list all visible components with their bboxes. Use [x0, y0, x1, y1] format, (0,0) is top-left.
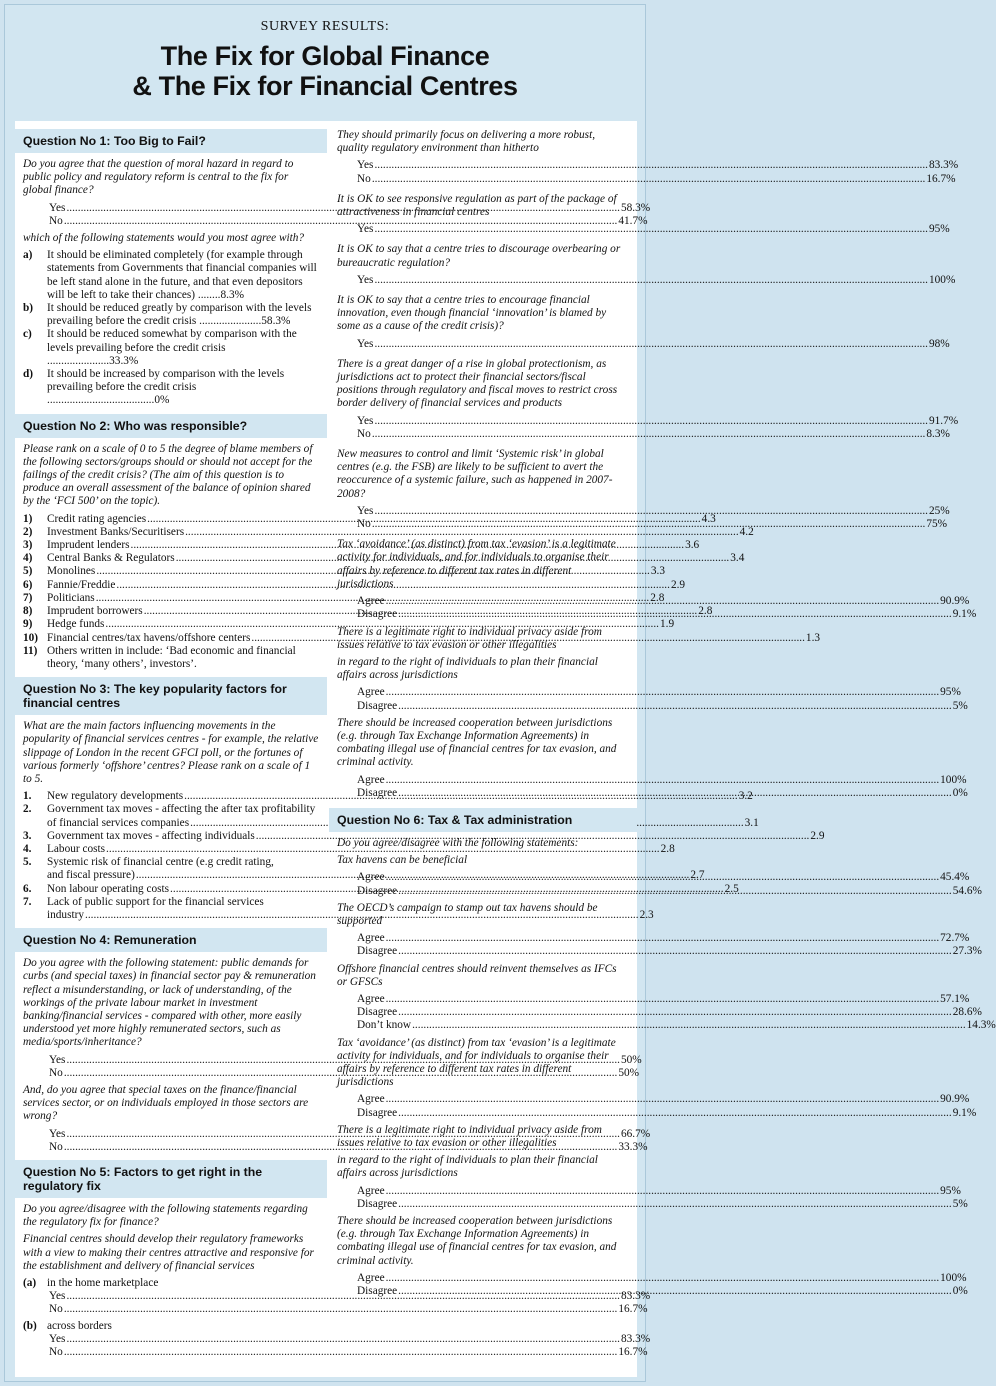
q5-s9-disagree-label: Disagree [357, 699, 398, 712]
q5-s6-no-label: No [357, 427, 371, 440]
q3-item-number: 7. [23, 895, 32, 908]
q5-b-yes-label: Yes [49, 1332, 66, 1345]
q5-s9-disagree-row [337, 699, 968, 713]
q5-a-no-label: No [49, 1303, 63, 1316]
q4-heading: Question No 4: Remuneration [15, 928, 327, 952]
q3-heading: Question No 3: The key popularity factors for financial centres [15, 677, 327, 715]
q5-s7-yes-value: 25% [929, 504, 950, 517]
q1-option-d: d) It should be increased by comparison with the levels prevailing before the credit crisis ......................................0% [23, 368, 285, 407]
q4-yes2-label: Yes [49, 1127, 66, 1140]
q2-item-value: 3.3 [650, 565, 665, 578]
q5-s4-yes-value: 100% [929, 273, 956, 286]
q2-item [23, 552, 745, 565]
q5-part-a-text: in the home marketplace [47, 1277, 159, 1290]
q6-s4-disagree-row [337, 1106, 977, 1120]
q4-no-value: 50% [618, 1066, 640, 1079]
q5-s7-no-value: 75% [926, 518, 948, 531]
q6-heading: Question No 6: Tax & Tax administration [329, 808, 637, 832]
q6-s3-agree-value: 57.1% [940, 992, 970, 1005]
q2-item-value: 2.8 [650, 591, 665, 604]
q6-s5-agree-value: 95% [940, 1184, 961, 1197]
q6-s3-agree-row [337, 992, 970, 1006]
q1-yes-label: Yes [49, 201, 66, 214]
q5-s5-yes-label: Yes [357, 337, 374, 350]
q5-part-a-letter: (a) [23, 1277, 37, 1290]
q3-item-number: 4. [23, 842, 32, 855]
q6-s5-disagree-label: Disagree [357, 1197, 398, 1210]
q6-s4-agree-label: Agree [357, 1093, 385, 1106]
q3-item-value: 2.3 [639, 908, 654, 921]
q6-s3-agree-label: Agree [357, 992, 385, 1005]
q2-item-label: Monolines [47, 565, 96, 578]
q5-s5-yes-value: 98% [929, 337, 950, 350]
q6-s2-agree-row [337, 932, 970, 945]
q2-question: Please rank on a scale of 0 to 5 the degree of blame members of the following sectors/groups should or should not accept for the failings of the credit crisis? (The aim of this question is to produce an overall assessment of the balance of opinion shared by the ‘FCI 500’ on the topic). [23, 442, 313, 508]
q3-item-value: 2.7 [690, 869, 705, 882]
q6-statement-5b: in regard to the right of individuals to plan their financial affairs across jurisdictions [337, 1154, 598, 1180]
q6-statement-5: There is a legitimate right to individual privacy aside from issues relative to tax evasion or other illegalities [337, 1123, 602, 1149]
q5-part-a [23, 1277, 319, 1290]
q6-s2-disagree-row [337, 945, 982, 958]
survey-page [4, 4, 996, 1382]
q3-item-label: Non labour operating costs [47, 882, 170, 895]
q2-item-value: 2.9 [670, 578, 686, 591]
q2-item-number: 6) [23, 578, 33, 591]
q6-s3-dontknow-value: 14.3% [966, 1019, 996, 1032]
q6-s1-disagree-label: Disagree [357, 884, 398, 897]
q2-item [23, 578, 686, 592]
q4-no2-value: 33.3% [618, 1140, 648, 1153]
q2-item-value: 1.3 [805, 631, 821, 644]
q5-s6-yes-value: 91.7% [929, 414, 959, 427]
q2-item [23, 539, 700, 552]
q4-yes-row [23, 1053, 642, 1067]
kicker: SURVEY RESULTS: [260, 19, 390, 34]
q3-item-text: Government tax moves - affecting the after tax profitability [47, 803, 316, 816]
q5-statement-2: They should primarily focus on delivering a more robust, quality regulatory environment than hitherto [337, 129, 596, 155]
q5-s10-disagree-value: 0% [952, 786, 968, 799]
q4-yes-value: 50% [621, 1053, 642, 1066]
q1-option-c-letter: c) [23, 328, 32, 341]
q3-question: What are the main factors influencing movements in the popularity of financial services centres - for example, the relative slippage of London in the recent GFCI poll, or the fortunes of various formerly ‘offshore’ centres? Please rank on a scale of 1 to 5. [23, 720, 319, 785]
q2-item-label: Politicians [47, 591, 95, 604]
q5-question: Do you agree/disagree with the following statements regarding the regulatory fix for finance? [23, 1203, 308, 1229]
q5-statement-9b: in regard to the right of individuals to plan their financial affairs across jurisdictions [337, 655, 598, 682]
q2-item-number: 3) [23, 539, 33, 552]
q5-s3-yes-row [337, 223, 950, 236]
q4-question: Do you agree with the following statement: public demands for curbs (and special taxes) in financial sector pay & remuneration reflect a misunderstanding, or lack of understanding, of the workings of the private labour market in investment banking/financial services - compared with other, more easily understood yet more highly remunerated sectors, such as media/sports/inheritance? [23, 957, 316, 1049]
q3-item-text: Lack of public support for the financial services [47, 895, 264, 908]
content-panel [15, 121, 996, 1377]
q6-s5-agree-label: Agree [357, 1184, 385, 1197]
q1-option-a: a) It should be eliminated completely (for example through statements from Governments that financial companies will be left stand alone in the future, and that even depositors will be left to take their chances) ........8.3% [23, 249, 317, 301]
q5-s8-agree-label: Agree [357, 595, 385, 608]
q2-item-label: Credit rating agencies [47, 512, 147, 525]
q3-item-number: 1. [23, 790, 32, 803]
q5-s7-yes-row [337, 504, 950, 518]
q5-b-no-row [23, 1346, 648, 1359]
q3-item-value: 2.9 [810, 829, 825, 842]
q6-s5-disagree-row [337, 1197, 968, 1211]
q5-s5-yes-row [337, 337, 950, 351]
q6-s4-disagree-label: Disagree [357, 1106, 398, 1119]
q4-no2-label: No [49, 1140, 63, 1153]
q1-no-row [23, 214, 648, 228]
q6-s3-disagree-label: Disagree [357, 1006, 398, 1019]
q1-option-c: c) It should be reduced somewhat by comparison with the levels prevailing before the credit crisis ......................33.3% [23, 328, 297, 367]
q2-item-11-text: Others written in include: ‘Bad economic and financial theory, ‘many others’, investors’. [47, 644, 296, 670]
q5-s2-no-label: No [357, 172, 371, 185]
q5-a-no-row [23, 1303, 648, 1316]
q1-option-a-text: It should be eliminated completely (for example through statements from Governments that financial companies will be left stand alone in the future, and that even depositors will be left to take their chances) [47, 249, 317, 301]
q5-a-yes-label: Yes [49, 1290, 66, 1303]
q5-s6-no-value: 8.3% [926, 427, 950, 440]
q2-item-number: 8) [23, 605, 33, 618]
q3-item-label: industry [47, 908, 85, 921]
q6-s4-disagree-value: 9.1% [952, 1106, 977, 1119]
q6-statement-2: The OECD’s campaign to stamp out tax havens should be supported [337, 901, 598, 927]
q5-part-b-text: across borders [47, 1319, 112, 1332]
q2-item-label: Imprudent borrowers [47, 605, 143, 618]
q6-s3-disagree-value: 28.6% [952, 1006, 982, 1019]
q2-item [23, 618, 675, 631]
q6-question: Do you agree/disagree with the following statements: [337, 836, 579, 849]
q1-option-a-letter: a) [23, 249, 33, 262]
q5-statement-10: There should be increased cooperation between jurisdictions (e.g. through Tax Exchange Information Agreements) in combating illegal use of financial centres for tax evasion, and criminal activity. [337, 716, 617, 769]
q2-item-label: Investment Banks/Securitisers [47, 525, 185, 538]
q5-statement-7: New measures to control and limit ‘Systemic risk’ in global centres (e.g. the FSB) are likely to be sufficient to avert the reoccurence of a systemic failure, such as happened in 2007-2008? [337, 448, 613, 500]
q1-heading: Question No 1: Too Big to Fail? [15, 129, 327, 153]
q5-s4-yes-label: Yes [357, 273, 374, 286]
q6-statement-6: There should be increased cooperation between jurisdictions (e.g. through Tax Exchange Information Agreements) in combating illegal use of financial centres for tax evasion, and criminal activity. [337, 1215, 617, 1267]
q3-item-label: Government tax moves - affecting individuals [47, 829, 255, 842]
q3-item-label: and fiscal pressure) [47, 869, 135, 882]
q2-item-label: Imprudent lenders [47, 539, 130, 552]
q1-option-d-value: 0% [154, 394, 170, 407]
q5-statement-8: Tax ‘avoidance’ (as distinct) from tax ‘evasion’ is a legitimate activity for individuals, and for individuals to organise their affairs by reference to different tax rates in different jurisdictions [337, 538, 616, 590]
q1-no-value: 41.7% [618, 214, 648, 227]
q2-item [23, 525, 754, 539]
q6-s4-agree-row [337, 1093, 970, 1106]
q6-s2-agree-value: 72.7% [940, 932, 970, 945]
q2-item-value: 3.4 [730, 552, 745, 565]
q5-s2-yes-value: 83.3% [929, 159, 959, 172]
q1-option-b-text: It should be reduced greatly by comparison with the levels prevailing before the credit crisis [47, 302, 312, 328]
q2-heading: Question No 2: Who was responsible? [15, 414, 327, 438]
q5-s6-no-row [337, 427, 950, 441]
q6-s5-agree-row [337, 1184, 961, 1198]
page-title-line-2: & The Fix for Financial Centres [132, 71, 518, 101]
q5-s8-agree-value: 90.9% [940, 595, 970, 608]
q1-option-b-value: 58.3% [261, 315, 291, 328]
q2-item-11-number: 11) [23, 644, 38, 657]
q6-statement-4: Tax ‘avoidance’ (as distinct) from tax ‘evasion’ is a legitimate activity for individuals, and for individuals to organise their affairs by reference to different tax rates in different jurisdictions [337, 1036, 616, 1089]
q3-item-label: New regulatory developments [47, 790, 184, 803]
q5-statement-3: It is OK to see responsive regulation as part of the package of attractiveness in financial centres [337, 192, 617, 219]
q5-part-b [23, 1320, 319, 1333]
q6-s2-agree-label: Agree [357, 932, 385, 945]
q2-item-number: 2) [23, 525, 33, 538]
q3-item-value: 2.5 [724, 882, 739, 895]
page-title-line-1: The Fix for Global Finance [160, 41, 490, 71]
q5-statement-6: There is a great danger of a rise in global protectionism, as jurisdictions act to protect their financial sectors/fiscal positions through regulatory and fiscal moves to restrict cross border delivery of financial services and products [337, 357, 618, 410]
q5-s6-yes-label: Yes [357, 414, 374, 427]
q5-part-b-letter: (b) [23, 1319, 37, 1332]
q4-no-row [23, 1066, 640, 1080]
q6-statement-3: Offshore financial centres should reinvent themselves as IFCs or GFSCs [337, 962, 617, 988]
q6-s3-dontknow-row [337, 1019, 996, 1032]
q5-s2-no-row [337, 172, 956, 186]
q6-s3-disagree-row [337, 1006, 982, 1019]
q4-yes2-value: 66.7% [621, 1127, 651, 1140]
q5-s10-agree-label: Agree [357, 773, 385, 786]
q5-statement-9: There is a legitimate right to individual privacy aside from issues relative to tax evasion or other illegalities [337, 625, 602, 651]
q3-item-label: Labour costs [47, 842, 106, 855]
q5-b-no-label: No [49, 1346, 63, 1359]
q5-heading: Question No 5: Factors to get right in the regulatory fix [15, 1160, 327, 1198]
q5-s8-disagree-label: Disagree [357, 608, 398, 621]
q2-item-number: 10) [23, 631, 39, 644]
q1-question-2: which of the following statements would you most agree with? [23, 232, 305, 245]
q4-yes-label: Yes [49, 1053, 66, 1066]
q6-s3-dontknow-label: Don’t know [357, 1019, 412, 1032]
q2-item-number: 9) [23, 618, 33, 631]
q3-item-number: 5. [23, 856, 32, 869]
q2-item-value: 4.3 [701, 512, 716, 525]
q5-s2-no-value: 16.7% [926, 172, 956, 185]
q2-item-11 [23, 645, 319, 671]
q6-s5-disagree-value: 5% [952, 1197, 968, 1210]
q5-s9-disagree-value: 5% [952, 699, 968, 712]
q5-s2-yes-row [337, 159, 959, 172]
q2-item-value: 3.6 [685, 539, 700, 552]
q5-s3-yes-label: Yes [357, 223, 374, 236]
q5-a-no-value: 16.7% [618, 1303, 648, 1316]
q5-s7-yes-label: Yes [357, 504, 374, 517]
q5-b-yes-row [23, 1332, 651, 1346]
q5-s7-no-label: No [357, 518, 371, 531]
q6-s1-disagree-value: 54.6% [952, 884, 982, 897]
q3-item-label: of financial services companies [47, 816, 190, 829]
q3-item-number: 6. [23, 882, 32, 895]
q2-item-label: Financial centres/tax havens/offshore centers [47, 631, 251, 644]
q6-s1-agree-value: 45.4% [940, 871, 970, 884]
q2-item-value: 4.2 [739, 525, 754, 538]
q1-option-b: b) It should be reduced greatly by comparison with the levels prevailing before the credit crisis ......................58.3% [23, 302, 312, 328]
q1-option-d-text: It should be increased by comparison with the levels prevailing before the credit crisis [47, 368, 285, 394]
q2-item-label: Fannie/Freddie [47, 578, 116, 591]
q2-item-value: 1.9 [659, 618, 675, 631]
q5-b-yes-value: 83.3% [621, 1332, 651, 1345]
q1-no-label: No [49, 214, 63, 227]
q6-s6-disagree-label: Disagree [357, 1285, 398, 1298]
q3-item-number: 2. [23, 803, 32, 816]
q5-s9-agree-value: 95% [940, 686, 961, 699]
q6-s2-disagree-value: 27.3% [952, 945, 982, 958]
q5-s6-yes-row [337, 414, 959, 428]
q2-item [23, 565, 665, 578]
q5-s4-yes-row [337, 273, 956, 287]
q1-option-b-letter: b) [23, 302, 34, 315]
q6-s6-agree-label: Agree [357, 1271, 385, 1284]
q6-s1-agree-label: Agree [357, 871, 385, 884]
q2-item-value: 2.8 [698, 605, 713, 618]
q1-option-a-value: 8.3% [220, 288, 245, 301]
q5-statement-1: Financial centres should develop their regulatory frameworks with a view to making their centres attractive and responsive for the establishment and delivery of financial services [23, 1233, 314, 1272]
q2-item-number: 1) [23, 512, 33, 525]
q5-s9-agree-row [337, 686, 961, 699]
q5-s10-disagree-label: Disagree [357, 786, 398, 799]
q5-statement-4: It is OK to say that a centre tries to discourage overbearing or bureaucratic regulation? [337, 243, 621, 269]
q5-s9-agree-label: Agree [357, 686, 385, 699]
q6-s6-agree-row [337, 1271, 967, 1285]
q3-item-value: 3.1 [744, 816, 759, 829]
q5-s3-yes-value: 95% [929, 223, 950, 236]
q6-s2-disagree-label: Disagree [357, 945, 398, 958]
q5-statement-5: It is OK to say that a centre tries to encourage financial innovation, even though financial ‘innovation’ is blamed by some as a cause of the credit crisis)? [337, 294, 607, 333]
q5-a-yes-value: 83.3% [621, 1290, 651, 1303]
q2-item-label: Hedge funds [47, 618, 105, 631]
q5-s8-disagree-value: 9.1% [952, 608, 977, 621]
q1-question: Do you agree that the question of moral hazard in regard to public policy and regulatory reform is central to the fix for global finance? [23, 158, 294, 197]
q3-item-value: 2.8 [660, 842, 675, 855]
q6-statement-1: Tax havens can be beneficial [337, 854, 468, 867]
q4-no-label: No [49, 1066, 63, 1079]
q6-s6-disagree-value: 0% [952, 1285, 968, 1298]
q1-option-d-letter: d) [23, 368, 34, 381]
q1-option-c-value: 33.3% [109, 354, 139, 367]
q3-item-value: 3.2 [738, 790, 753, 803]
q3-item-number: 3. [23, 829, 32, 842]
q2-item-label: Central Banks & Regulators [47, 552, 175, 565]
q2-item-number: 5) [23, 565, 33, 578]
q5-s10-agree-value: 100% [940, 773, 967, 786]
q6-s6-agree-value: 100% [940, 1271, 967, 1284]
q3-item-text: Systemic risk of financial centre (e.g credit rating, [47, 856, 274, 869]
q4-no2-row [23, 1140, 648, 1154]
q2-item-number: 4) [23, 552, 33, 565]
q2-item-number: 7) [23, 591, 33, 604]
q4-question-2: And, do you agree that special taxes on the finance/financial services sector, or on individuals employed in those sectors are wrong? [23, 1083, 309, 1123]
q5-s10-agree-row [337, 773, 967, 787]
q1-yes-value: 58.3% [621, 201, 651, 214]
q1-option-c-text: It should be reduced somewhat by comparison with the levels prevailing before the credit crisis [47, 328, 297, 354]
q5-b-no-value: 16.7% [618, 1346, 648, 1359]
q5-s2-yes-label: Yes [357, 159, 374, 172]
q6-s4-agree-value: 90.9% [940, 1093, 970, 1106]
